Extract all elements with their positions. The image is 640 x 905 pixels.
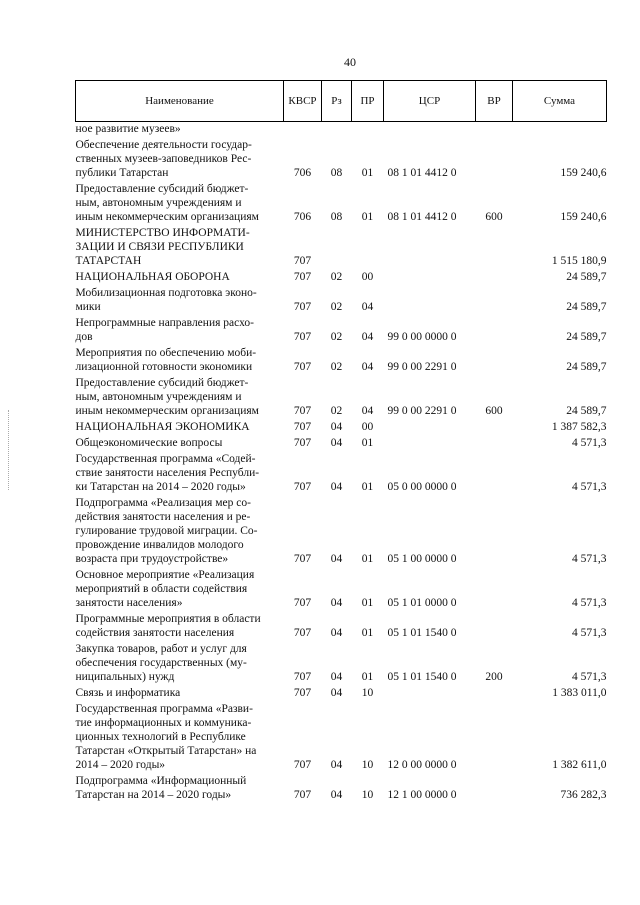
cell-csr xyxy=(384,224,476,268)
header-rz: Рз xyxy=(322,81,352,122)
table-row xyxy=(76,566,607,610)
cell-vr xyxy=(476,136,513,180)
cell-sum: 24 589,7 xyxy=(566,331,607,343)
cell-name: Подпрограмма «Реализация мер со- действия занятости населения и ре- гулирование трудовой миграции. Со- провождение инвалидов молодого возраста при трудоустройстве» xyxy=(75,497,258,565)
table-row xyxy=(76,284,607,314)
cell-csr: 05 1 01 0000 0 xyxy=(387,597,457,609)
cell-sum: 1 387 582,3 xyxy=(551,421,607,433)
table-row xyxy=(76,700,607,772)
header-pr: ПР xyxy=(352,81,384,122)
table-row xyxy=(76,610,607,640)
cell-vr xyxy=(476,344,513,374)
cell-vr xyxy=(476,494,513,566)
cell-csr xyxy=(384,418,476,434)
cell-sum: 4 571,3 xyxy=(572,627,607,639)
table-row xyxy=(76,772,607,802)
cell-rz: 04 xyxy=(330,671,343,683)
cell-name: Непрограммные направления расхо- дов xyxy=(75,317,254,343)
cell-kvsr: 707 xyxy=(293,597,312,609)
cell-pr: 10 xyxy=(361,759,374,771)
budget-table-wrapper xyxy=(75,80,606,802)
cell-kvsr: 707 xyxy=(293,331,312,343)
cell-csr: 08 1 01 4412 0 xyxy=(387,167,457,179)
cell-name: Подпрограмма «Информационный Татарстан на 2014 – 2020 годы» xyxy=(75,775,247,801)
cell-pr: 01 xyxy=(361,627,374,639)
cell-name: МИНИСТЕРСТВО ИНФОРМАТИ- ЗАЦИИ И СВЯЗИ РЕСПУБЛИКИ ТАТАРСТАН xyxy=(75,227,250,267)
cell-vr xyxy=(476,314,513,344)
cell-csr: 12 1 00 0000 0 xyxy=(387,789,457,801)
cell-name: Связь и информатика xyxy=(75,687,181,699)
cell-csr: 12 0 00 0000 0 xyxy=(387,759,457,771)
cell-kvsr xyxy=(284,122,322,137)
cell-pr xyxy=(352,224,384,268)
cell-name: НАЦИОНАЛЬНАЯ ЭКОНОМИКА xyxy=(75,421,250,433)
cell-rz xyxy=(322,224,352,268)
table-row xyxy=(76,180,607,224)
cell-vr xyxy=(476,284,513,314)
cell-vr xyxy=(476,772,513,802)
budget-table xyxy=(75,80,607,802)
table-row xyxy=(76,640,607,684)
cell-vr: 200 xyxy=(485,671,503,683)
header-vr: ВР xyxy=(476,81,513,122)
cell-pr: 10 xyxy=(361,687,374,699)
cell-csr: 99 0 00 2291 0 xyxy=(387,361,457,373)
cell-name: Мобилизационная подготовка эконо- мики xyxy=(75,287,257,313)
cell-pr: 01 xyxy=(361,597,374,609)
cell-vr xyxy=(476,610,513,640)
cell-name: Обеспечение деятельности государ- ственных музеев-заповедников Рес- публики Татарстан xyxy=(75,139,252,179)
cell-kvsr: 707 xyxy=(293,405,312,417)
cell-pr: 10 xyxy=(361,789,374,801)
cell-rz: 04 xyxy=(330,687,343,699)
table-row xyxy=(76,224,607,268)
cell-rz: 04 xyxy=(330,437,343,449)
cell-sum: 4 571,3 xyxy=(572,437,607,449)
cell-csr xyxy=(384,122,476,137)
cell-name: ное развитие музеев» xyxy=(75,123,181,135)
page-number: 40 xyxy=(344,55,356,69)
cell-name: Закупка товаров, работ и услуг для обеспечения государственных (му- ниципальных) нужд xyxy=(75,643,247,683)
cell-kvsr: 707 xyxy=(293,421,312,433)
cell-sum: 24 589,7 xyxy=(566,361,607,373)
header-sum: Сумма xyxy=(513,81,607,122)
cell-rz: 08 xyxy=(330,167,343,179)
cell-pr: 04 xyxy=(361,331,374,343)
cell-kvsr: 707 xyxy=(293,301,312,313)
cell-name: Государственная программа «Разви- тие информационных и коммуника- ционных технологий в Республике Татарстан «Открытый Татарстан» на 2014 – 2020 годы» xyxy=(75,703,257,771)
cell-csr xyxy=(384,268,476,284)
table-row xyxy=(76,434,607,450)
table-row xyxy=(76,344,607,374)
table-row xyxy=(76,136,607,180)
cell-vr xyxy=(476,224,513,268)
cell-sum: 4 571,3 xyxy=(572,481,607,493)
cell-kvsr: 707 xyxy=(293,671,312,683)
cell-csr xyxy=(384,684,476,700)
table-row xyxy=(76,494,607,566)
cell-name: Основное мероприятие «Реализация мероприятий в области содействия занятости населения» xyxy=(75,569,255,609)
cell-name: Общеэкономические вопросы xyxy=(75,437,223,449)
cell-pr: 01 xyxy=(361,671,374,683)
cell-pr: 04 xyxy=(361,361,374,373)
cell-name: НАЦИОНАЛЬНАЯ ОБОРОНА xyxy=(75,271,230,283)
cell-sum: 24 589,7 xyxy=(566,271,607,283)
table-row xyxy=(76,374,607,418)
cell-name: Мероприятия по обеспечению моби- лизационной готовности экономики xyxy=(75,347,257,373)
cell-kvsr: 707 xyxy=(293,553,312,565)
cell-pr xyxy=(352,122,384,137)
cell-sum: 4 571,3 xyxy=(572,671,607,683)
cell-pr: 01 xyxy=(361,211,374,223)
cell-rz: 02 xyxy=(330,361,343,373)
cell-vr xyxy=(476,700,513,772)
table-header-row xyxy=(76,81,607,122)
cell-vr: 600 xyxy=(485,211,503,223)
cell-pr: 01 xyxy=(361,553,374,565)
table-row xyxy=(76,450,607,494)
cell-rz: 04 xyxy=(330,759,343,771)
cell-sum: 1 515 180,9 xyxy=(551,255,607,267)
cell-kvsr: 707 xyxy=(293,271,312,283)
cell-rz: 04 xyxy=(330,481,343,493)
cell-name: Предоставление субсидий бюджет- ным, автономным учреждениям и иным некоммерческим организациям xyxy=(75,183,259,223)
cell-kvsr: 707 xyxy=(293,759,312,771)
cell-kvsr: 707 xyxy=(293,437,312,449)
cell-name: Государственная программа «Содей- ствие занятости населения Республи- ки Татарстан на 2014 – 2020 годы» xyxy=(75,453,260,493)
table-row xyxy=(76,268,607,284)
cell-kvsr: 707 xyxy=(293,687,312,699)
header-kvsr: КВСР xyxy=(284,81,322,122)
cell-rz: 04 xyxy=(330,789,343,801)
cell-sum: 1 382 611,0 xyxy=(552,759,607,771)
table-row xyxy=(76,314,607,344)
cell-vr xyxy=(476,434,513,450)
cell-name: Программные мероприятия в области содействия занятости населения xyxy=(75,613,261,639)
cell-sum xyxy=(513,122,607,137)
cell-vr: 600 xyxy=(485,405,503,417)
cell-csr xyxy=(384,284,476,314)
table-body xyxy=(76,122,607,803)
cell-rz: 04 xyxy=(330,627,343,639)
cell-kvsr: 707 xyxy=(293,361,312,373)
cell-vr xyxy=(476,450,513,494)
cell-vr xyxy=(476,566,513,610)
cell-pr: 04 xyxy=(361,405,374,417)
table-row xyxy=(76,684,607,700)
table-row xyxy=(76,122,607,137)
cell-kvsr: 707 xyxy=(293,255,312,267)
cell-sum: 24 589,7 xyxy=(566,405,607,417)
cell-csr: 05 0 00 0000 0 xyxy=(387,481,457,493)
cell-csr: 08 1 01 4412 0 xyxy=(387,211,457,223)
cell-sum: 4 571,3 xyxy=(572,597,607,609)
cell-pr: 04 xyxy=(361,301,374,313)
cell-name: Предоставление субсидий бюджет- ным, автономным учреждениям и иным некоммерческим организациям xyxy=(75,377,259,417)
margin-mark xyxy=(8,410,10,490)
table-row xyxy=(76,418,607,434)
cell-pr: 01 xyxy=(361,167,374,179)
cell-rz: 04 xyxy=(330,597,343,609)
cell-rz: 02 xyxy=(330,331,343,343)
cell-sum: 4 571,3 xyxy=(572,553,607,565)
cell-kvsr: 706 xyxy=(293,211,312,223)
cell-vr xyxy=(476,418,513,434)
cell-vr xyxy=(476,268,513,284)
cell-kvsr: 707 xyxy=(293,789,312,801)
cell-pr: 00 xyxy=(361,271,374,283)
cell-csr: 05 1 00 0000 0 xyxy=(387,553,457,565)
cell-pr: 01 xyxy=(361,437,374,449)
cell-rz: 02 xyxy=(330,405,343,417)
cell-sum: 24 589,7 xyxy=(566,301,607,313)
cell-rz: 04 xyxy=(330,421,343,433)
cell-csr: 99 0 00 0000 0 xyxy=(387,331,457,343)
cell-csr: 99 0 00 2291 0 xyxy=(387,405,457,417)
cell-rz: 08 xyxy=(330,211,343,223)
cell-pr: 01 xyxy=(361,481,374,493)
header-csr: ЦСР xyxy=(384,81,476,122)
cell-csr xyxy=(384,434,476,450)
header-name: Наименование xyxy=(76,81,284,122)
cell-sum: 1 383 011,0 xyxy=(552,687,607,699)
cell-kvsr: 707 xyxy=(293,481,312,493)
cell-csr: 05 1 01 1540 0 xyxy=(387,671,457,683)
cell-rz: 02 xyxy=(330,301,343,313)
cell-csr: 05 1 01 1540 0 xyxy=(387,627,457,639)
cell-sum: 736 282,3 xyxy=(560,789,607,801)
cell-sum: 159 240,6 xyxy=(560,167,607,179)
cell-vr xyxy=(476,684,513,700)
cell-sum: 159 240,6 xyxy=(560,211,607,223)
cell-pr: 00 xyxy=(361,421,374,433)
cell-rz: 04 xyxy=(330,553,343,565)
cell-kvsr: 707 xyxy=(293,627,312,639)
cell-rz xyxy=(322,122,352,137)
cell-rz: 02 xyxy=(330,271,343,283)
cell-kvsr: 706 xyxy=(293,167,312,179)
cell-vr xyxy=(476,122,513,137)
